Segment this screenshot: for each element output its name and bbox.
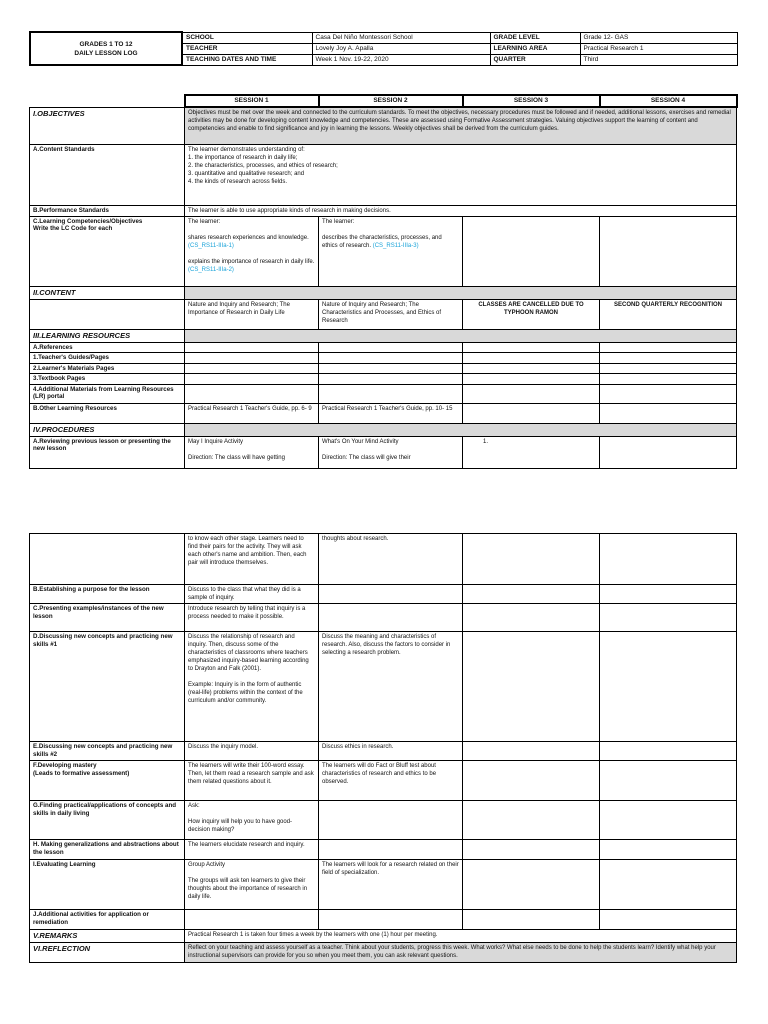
- materials-label: 2.Learner's Materials Pages: [30, 363, 185, 374]
- session-1-header: SESSION 1: [185, 95, 319, 107]
- guides-label: 1.Teacher's Guides/Pages: [30, 353, 185, 364]
- competencies-s2: [319, 216, 463, 286]
- procedure-g-label: G.Finding practical/applications of concepts and skills in daily living: [30, 801, 185, 840]
- procedure-a-s2: What's On Your Mind Activity Direction: The class will give their: [319, 436, 463, 468]
- procedure-h-label: H. Making generalizations and abstractions about the lesson: [30, 840, 185, 860]
- procedure-j-label: J.Additional activities for application or remediation: [30, 910, 185, 930]
- competencies-s1-text1: shares research experiences and knowledge.: [188, 234, 309, 241]
- content-s2: Nature of Inquiry and Research; The Characteristics and Processes, and Ethics of Research: [319, 299, 463, 329]
- procedure-b-label: B.Establishing a purpose for the lesson: [30, 585, 185, 604]
- content-standards-line: 4. the kinds of research across fields.: [188, 178, 288, 185]
- procedure-a-label: A.Reviewing previous lesson or presenting the new lesson: [30, 436, 185, 468]
- competencies-s3: [463, 216, 600, 286]
- content-standards-text: [185, 144, 737, 205]
- procedure-e-label: E.Discussing new concepts and practicing new skills #2: [30, 742, 185, 761]
- procedure-i-label: I.Evaluating Learning: [30, 860, 185, 910]
- lc-code: (CS_RS11-IIIa-3): [372, 242, 419, 249]
- title-line2: DAILY LESSON LOG: [74, 49, 138, 57]
- content-s1: Nature and Inquiry and Research; The Importance of Research in Daily Life: [185, 299, 319, 329]
- competencies-s1: [185, 216, 319, 286]
- other-resources-s1: Practical Research 1 Teacher's Guide, pp. 6- 9: [185, 403, 319, 423]
- school-value: Casa Del Niño Montessori School: [312, 32, 490, 43]
- content-standards-label: A.Content Standards: [30, 144, 185, 205]
- procedure-c-s1: Introduce research by telling that inquiry is a process needed to make it possible.: [185, 604, 319, 632]
- procedure-f-s1: The learners will write their 100-word essay. Then, let them read a research sample and ask them related questions about it.: [185, 761, 319, 801]
- resources-shade: [185, 329, 737, 342]
- content-s4: SECOND QUARTERLY RECOGNITION: [600, 299, 737, 329]
- procedure-d-label: D.Discussing new concepts and practicing new skills #1: [30, 632, 185, 742]
- lesson-table-part2: [29, 533, 737, 963]
- procedure-i-s1: Group Activity The groups will ask ten learners to give their thoughts about the importance of research in daily life.: [185, 860, 319, 910]
- procedure-d-s2: Discuss the meaning and characteristics of research. Also, discuss the factors to consider in selecting a research problem.: [319, 632, 463, 742]
- resources-label: III.LEARNING RESOURCES: [30, 329, 185, 342]
- title-line1: GRADES 1 TO 12: [79, 40, 133, 48]
- content-standards-line: 2. the characteristics, processes, and ethics of research;: [188, 162, 338, 169]
- procedure-a-s3: 1.: [463, 436, 600, 468]
- session-2-header: SESSION 2: [319, 95, 463, 107]
- content-s3: CLASSES ARE CANCELLED DUE TO TYPHOON RAMON: [463, 299, 600, 329]
- content-shade: [185, 286, 737, 299]
- session-4-header: SESSION 4: [600, 95, 737, 107]
- lesson-table-part1: [29, 94, 738, 469]
- procedure-b-s1: Discuss to the class that what they did is a sample of inquiry.: [185, 585, 319, 604]
- competencies-label: [30, 216, 185, 286]
- competencies-s1-intro: The learner:: [188, 218, 221, 225]
- grade-value: Grade 12- GAS: [580, 32, 737, 43]
- performance-standards-label: B.Performance Standards: [30, 205, 185, 216]
- content-standards-line: 3. quantitative and qualitative research; and: [188, 170, 305, 177]
- area-value: Practical Research 1: [580, 43, 737, 54]
- procedure-i-s2: The learners will look for a research related on their field of specialization.: [319, 860, 463, 910]
- content-blank: [30, 299, 185, 329]
- procedures-label: IV.PROCEDURES: [30, 423, 185, 436]
- additional-materials-label: 4.Additional Materials from Learning Resources (LR) portal: [30, 384, 185, 403]
- dates-value: Week 1 Nov. 19-22, 2020: [312, 54, 490, 65]
- competencies-s4: [600, 216, 737, 286]
- procedure-a-s1: May I Inquire Activity Direction: The class will have getting: [185, 436, 319, 468]
- competencies-label-line1: C.Learning Competencies/Objectives: [33, 217, 143, 225]
- dates-label: TEACHING DATES AND TIME: [182, 54, 312, 65]
- procedure-a-s2-cont: thoughts about research.: [319, 534, 463, 585]
- content-standards-line: The learner demonstrates understanding of:: [188, 146, 305, 153]
- procedure-a-s1-cont: to know each other stage. Learners need to find their pairs for the activity. They will ask each other's name and ambition. Then, each pair will introduce themselves.: [185, 534, 319, 585]
- remarks-label: V.REMARKS: [30, 930, 185, 943]
- procedure-e-s2: Discuss ethics in research.: [319, 742, 463, 761]
- grade-label: GRADE LEVEL: [490, 32, 580, 43]
- procedure-g-s1: Ask: How inquiry will help you to have good- decision making?: [185, 801, 319, 840]
- remarks-text: Practical Research 1 is taken four times a week by the learners with one (1) hour per meeting.: [185, 930, 737, 943]
- competencies-s2-intro: The learner:: [322, 218, 355, 225]
- content-standards-line: 1. the importance of research in daily life;: [188, 154, 298, 161]
- other-resources-label: B.Other Learning Resources: [30, 403, 185, 423]
- objectives-text: Objectives must be met over the week and connected to the curriculum standards. To meet the objectives, necessary procedures must be followed and if needed, additional lessons, exercises and remedial activities may be done for developing content knowledge and competencies. These are assessed using Formative Assessment strategies. Valuing objectives support the learning of content and competencies and enable to find significance and joy in learning the lessons. Weekly objectives shall be derived from the curriculum guides.: [185, 107, 737, 144]
- lc-code: (CS_RS11-IIIa-2): [188, 266, 234, 273]
- textbook-label: 3.Textbook Pages: [30, 374, 185, 385]
- procedure-c-label: C.Presenting examples/instances of the new lesson: [30, 604, 185, 632]
- procedure-f-label: F.Developing mastery (Leads to formative assessment): [30, 761, 185, 801]
- procedure-d-s1: Discuss the relationship of research and inquiry. Then, discuss some of the characteristics of classrooms where teachers emphasized inquiry-based learning according to Drayton and Falk (2001). Example: Inquiry is in the form of authentic (real-life) problems within the context of the curriculum and/or community.: [185, 632, 319, 742]
- teacher-value: Lovely Joy A. Apalla: [312, 43, 490, 54]
- competencies-s2-text: describes the characteristics, processes, and ethics of research.: [322, 234, 442, 249]
- lc-code: (CS_RS11-IIIa-1): [188, 242, 234, 249]
- references-label: A.References: [30, 342, 185, 353]
- session-3-header: SESSION 3: [463, 95, 600, 107]
- area-label: LEARNING AREA: [490, 43, 580, 54]
- procedure-e-s1: Discuss the inquiry model.: [185, 742, 319, 761]
- competencies-s1-text2: explains the importance of research in daily life.: [188, 258, 315, 265]
- reflection-label: VI.REFLECTION: [30, 943, 185, 963]
- objectives-label: I.OBJECTIVES: [30, 107, 185, 144]
- reflection-text: Reflect on your teaching and assess yourself as a teacher. Think about your students, progress this week. What works? What else needs to be done to help the students learn? Identify what help your instructional supervisors can provide for you so when you meet them, you can ask relevant questions.: [185, 943, 737, 963]
- header-table: [29, 31, 738, 66]
- procedure-f-s2: The learners will do Fact or Bluff test about characteristics of research and ethics to be observed.: [319, 761, 463, 801]
- procedure-h-s1: The learners elucidate research and inquiry.: [185, 840, 319, 860]
- procedures-shade: [185, 423, 737, 436]
- other-resources-s2: Practical Research 1 Teacher's Guide, pp. 10- 15: [319, 403, 463, 423]
- quarter-value: Third: [580, 54, 737, 65]
- performance-standards-text: The learner is able to use appropriate kinds of research in making decisions.: [185, 205, 737, 216]
- content-label: II.CONTENT: [30, 286, 185, 299]
- teacher-label: TEACHER: [182, 43, 312, 54]
- quarter-label: QUARTER: [490, 54, 580, 65]
- competencies-label-line2: Write the LC Code for each: [33, 225, 113, 232]
- dll-title: [30, 32, 182, 65]
- school-label: SCHOOL: [182, 32, 312, 43]
